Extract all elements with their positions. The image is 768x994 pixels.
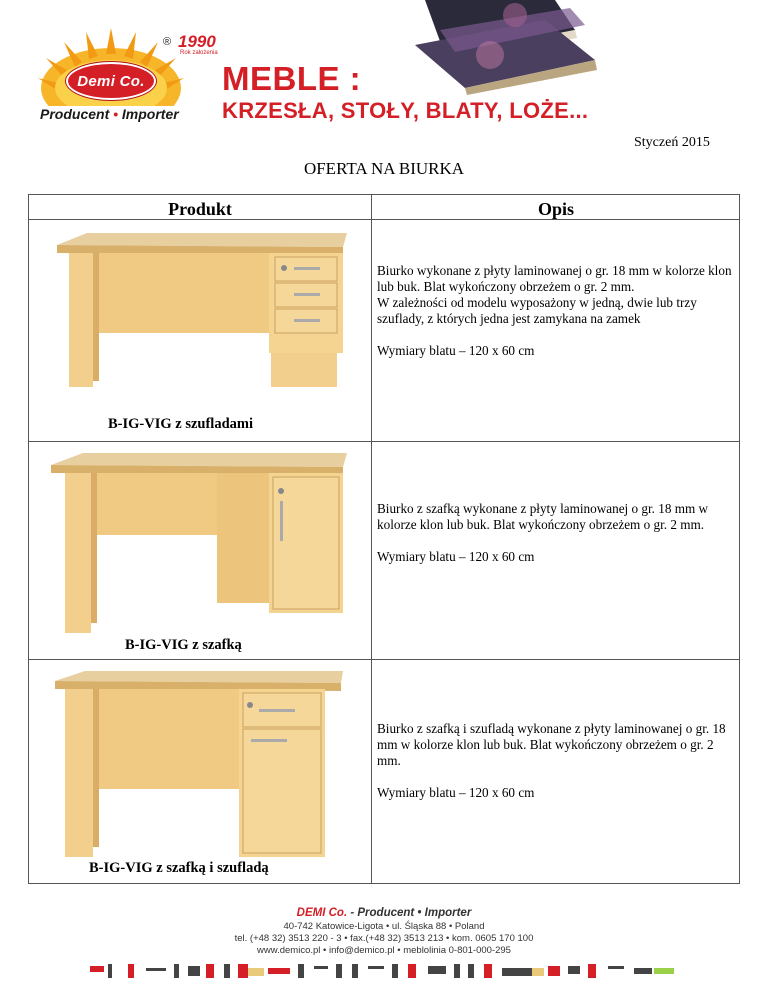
footer-company-name: DEMI Co. [296, 907, 348, 919]
description-row-1 [377, 263, 732, 359]
brand-logo: Demi Co. [66, 62, 156, 100]
description-row-2 [377, 501, 732, 565]
laminate-boards-image [405, 0, 605, 95]
product-caption: B-IG-VIG z szafką i szufladą [89, 860, 269, 876]
description-text: Biurko wykonane z płyty laminowanej o gr. 18 mm w kolorze klon lub buk. Blat wykończony obrzeżem o gr. 2 mm. [377, 263, 732, 294]
product-caption: B-IG-VIG z szufladami [108, 416, 253, 432]
footer-web: www.demico.pl • info@demico.pl • meblolinia 0-801-000-295 [257, 945, 511, 956]
document-date: Styczeń 2015 [634, 135, 710, 150]
description-text: W zależności od modelu wyposażony w jedną, dwie lub trzy szuflady, z których jedna jest zamykana na zamek [377, 295, 697, 326]
subheadline: KRZESŁA, STOŁY, BLATY, LOŻE... [222, 98, 589, 123]
desk-with-cabinet-image [47, 451, 347, 633]
description-text: Biurko z szafką i szufladą wykonane z płyty laminowanej o gr. 18 mm w kolorze klon lub buk. Blat wykończony obrzeżem o gr. 2 mm. [377, 721, 726, 768]
column-header-description: Opis [537, 199, 575, 219]
desk-with-drawers-image [47, 231, 347, 391]
dimensions-text: Wymiary blatu – 120 x 60 cm [377, 785, 535, 800]
footer-company-tagline: - Producent • Importer [347, 907, 472, 919]
headline: MEBLE : [222, 60, 362, 97]
registered-mark: ® [163, 36, 172, 48]
furniture-icons-strip [88, 960, 678, 980]
column-header-product: Produkt [168, 199, 232, 219]
offer-table [28, 194, 740, 884]
tagline-importer: Importer [121, 106, 179, 122]
column-divider [371, 195, 372, 883]
founding-year: 1990 [178, 32, 216, 51]
footer-phones: tel. (+48 32) 3513 220 - 3 • fax.(+48 32) 3513 213 • kom. 0605 170 100 [234, 933, 534, 944]
document-title: OFERTA NA BIURKA [303, 159, 465, 178]
dimensions-text: Wymiary blatu – 120 x 60 cm [377, 343, 535, 358]
product-caption: B-IG-VIG z szafką [125, 637, 242, 653]
description-row-3 [377, 721, 732, 801]
founding-year-label: Rok założenia [180, 50, 218, 56]
desk-with-cabinet-and-drawer-image [51, 669, 351, 857]
row-divider [29, 441, 739, 442]
dimensions-text: Wymiary blatu – 120 x 60 cm [377, 549, 535, 564]
tagline-producer: Producent [40, 106, 110, 122]
footer-address: 40-742 Katowice-Ligota • ul. Śląska 88 • Poland [283, 921, 485, 932]
description-text: Biurko z szafką wykonane z płyty laminowanej o gr. 18 mm w kolorze klon lub buk. Blat wykończony obrzeżem o gr. 2 mm. [377, 501, 709, 532]
tagline: Producent • Importer [40, 106, 179, 122]
row-divider [29, 659, 739, 660]
footer-company [0, 907, 768, 919]
